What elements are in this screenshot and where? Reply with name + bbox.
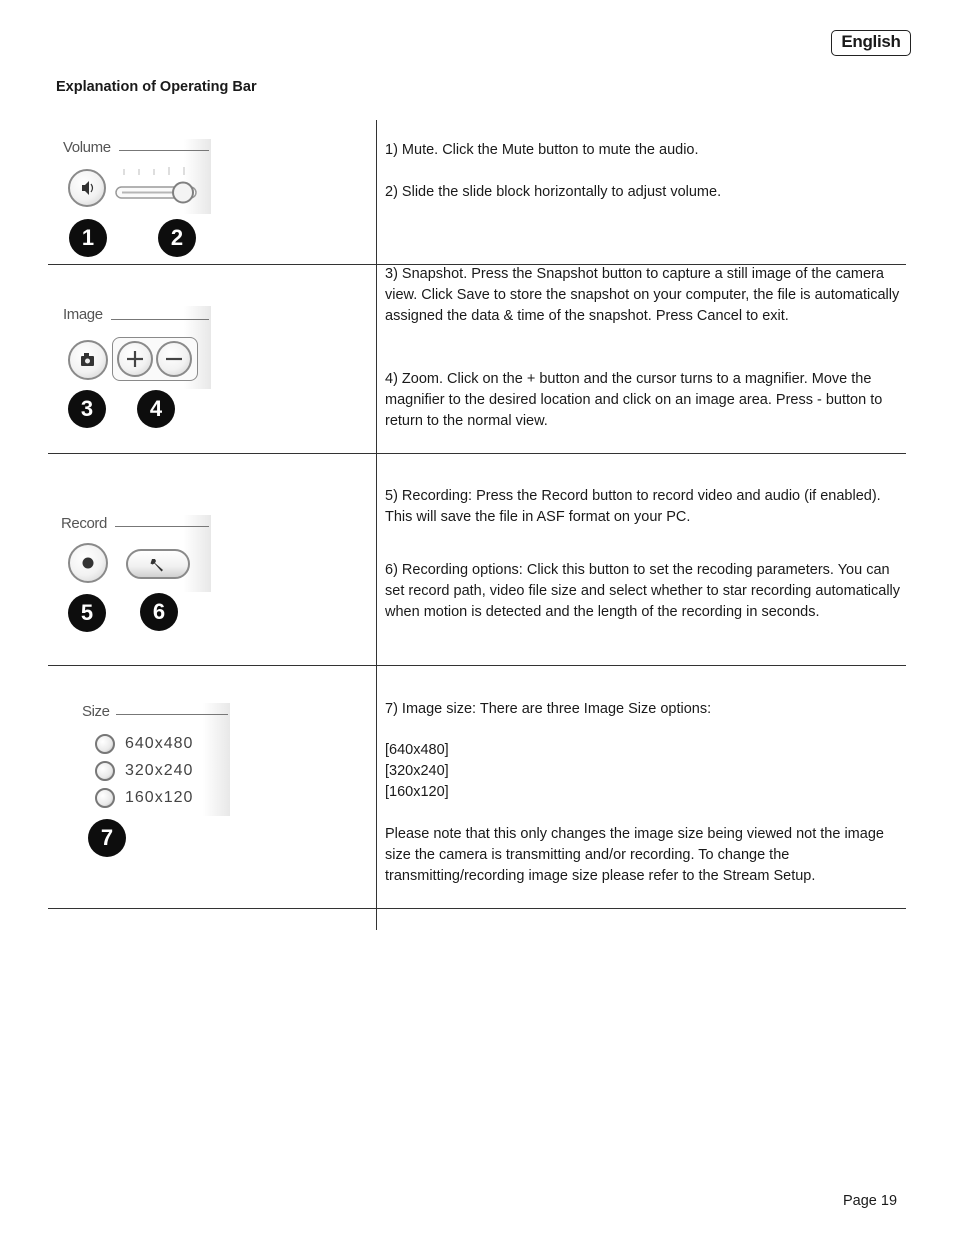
plus-icon (119, 343, 151, 375)
record-panel-label: Record (61, 515, 107, 532)
camera-icon (70, 342, 106, 378)
wrench-icon (128, 551, 188, 577)
callout-badge: 3 (68, 390, 106, 428)
record-dot-icon (70, 545, 106, 581)
speaker-icon (70, 171, 104, 205)
snapshot-button[interactable] (68, 340, 108, 380)
description-paragraph: Please note that this only changes the image size being viewed not the image size the camera is transmitting and/or recording. To change the transmitting/recording image size please refer to the Stream Setup. (385, 826, 884, 884)
zoom-out-button[interactable] (156, 341, 192, 377)
size-option-label: 320x240 (125, 762, 194, 779)
description-paragraph: [160x120] (385, 784, 449, 800)
description-paragraph: 1) Mute. Click the Mute button to mute the audio. (385, 142, 699, 158)
volume-slider[interactable] (114, 163, 206, 207)
table-vertical-divider (376, 120, 377, 930)
description-paragraph: 7) Image size: There are three Image Size options: (385, 701, 712, 717)
callout-badge: 5 (68, 594, 106, 632)
image-panel (59, 306, 211, 389)
volume-panel (59, 139, 211, 214)
volume-panel-label: Volume (63, 139, 111, 156)
table-row-divider (48, 665, 906, 666)
record-button[interactable] (68, 543, 108, 583)
section-title: Explanation of Operating Bar (56, 79, 257, 95)
panel-rule (119, 150, 209, 151)
size-option-label: 640x480 (125, 735, 194, 752)
callout-badge: 7 (88, 819, 126, 857)
description-paragraph: 3) Snapshot. Press the Snapshot button to capture a still image of the camera view. Click Save to store the snapshot on your computer, the file is automatically assigned the data & time of the snapshot. Press Cancel to exit. (385, 266, 900, 324)
callout-badge: 1 (69, 219, 107, 257)
callout-badge: 4 (137, 390, 175, 428)
page-number: Page 19 (843, 1193, 898, 1209)
description-paragraph: 2) Slide the slide block horizontally to adjust volume. (385, 184, 722, 200)
language-badge: English (831, 30, 911, 56)
description-paragraph: 5) Recording: Press the Record button to record video and audio (if enabled). This will save the file in ASF format on your PC. (385, 488, 881, 525)
record-options-button[interactable] (126, 549, 190, 579)
size-option-radio[interactable] (95, 761, 115, 781)
image-panel-label: Image (63, 306, 103, 323)
callout-badge: 6 (140, 593, 178, 631)
size-panel (78, 703, 230, 816)
minus-icon (158, 343, 190, 375)
zoom-in-button[interactable] (117, 341, 153, 377)
description-paragraph: 6) Recording options: Click this button to set the recoding parameters. You can set record path, video file size and select whether to star recording automatically when motion is detected and the length of the recording in seconds. (385, 562, 901, 620)
size-option-radio[interactable] (95, 734, 115, 754)
panel-rule (115, 526, 209, 527)
table-row-divider (48, 453, 906, 454)
size-panel-label: Size (82, 703, 110, 720)
table-row-divider (48, 908, 906, 909)
record-panel (57, 515, 211, 592)
size-option-radio[interactable] (95, 788, 115, 808)
callout-badge: 2 (158, 219, 196, 257)
panel-rule (111, 319, 209, 320)
panel-rule (116, 714, 228, 715)
description-paragraph: [640x480] (385, 742, 449, 758)
zoom-button-group (112, 337, 198, 381)
mute-button[interactable] (68, 169, 106, 207)
size-option-label: 160x120 (125, 789, 194, 806)
description-paragraph: [320x240] (385, 763, 449, 779)
description-paragraph: 4) Zoom. Click on the + button and the cursor turns to a magnifier. Move the magnifier to the desired location and click on an image area. Press - button to return to the normal view. (385, 371, 883, 429)
